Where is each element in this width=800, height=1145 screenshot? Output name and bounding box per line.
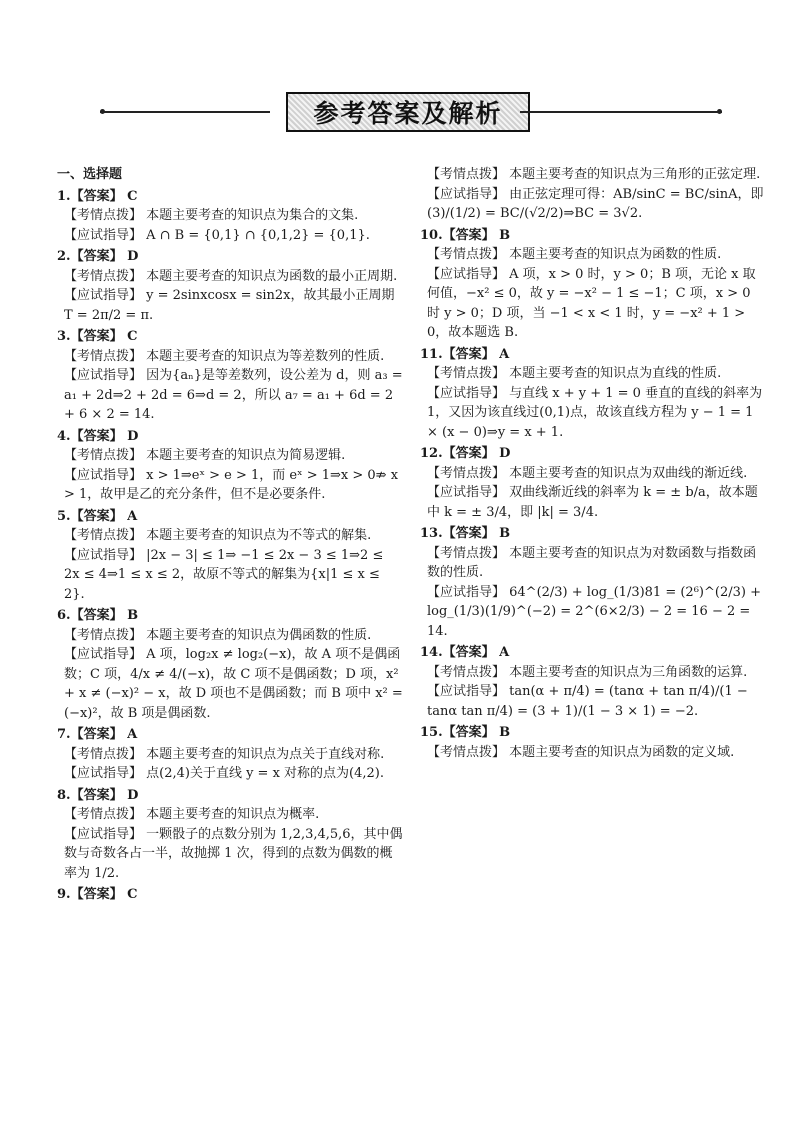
explanation-line: 【应试指导】 因为{aₙ}是等差数列，设公差为 d，则 a₃ = a₁ + 2d⇒2 + 2d = 6⇒d = 2，所以 a₇ = a₁ + 6d = 2 + 6 × 2 = 14. xyxy=(64,368,403,422)
explanation-line: 【应试指导】 64^(2/3) + log_(1/3)81 = (2⁶)^(2/3) + log_(1/3)(1/9)^(−2) = 2^(6×2/3) − 2 = 16 − 2 = 14. xyxy=(427,584,761,639)
question-number: 15. xyxy=(420,725,443,740)
question-item xyxy=(57,786,403,884)
answer-line xyxy=(420,723,765,743)
explanation-line: 【考情点拨】 本题主要考查的知识点为函数的性质. xyxy=(427,247,722,262)
header-dot-right xyxy=(717,109,722,114)
answer-label: 【答案】 B xyxy=(442,526,511,541)
question-number: 3. xyxy=(57,329,71,344)
explanation-line: 【应试指导】 x > 1⇒eˣ > e > 1，而 eˣ > 1⇒x > 0⇏ x > 1，故甲是乙的充分条件，但不是必要条件. xyxy=(64,467,399,502)
explanation-line: 【考情点拨】 本题主要考查的知识点为函数的最小正周期. xyxy=(64,268,398,284)
question-number: 14. xyxy=(420,645,443,660)
explanation-line: 【考情点拨】 本题主要考查的知识点为三角形的正弦定理. xyxy=(427,167,761,182)
explanation-line: 【考情点拨】 本题主要考查的知识点为三角函数的运算. xyxy=(427,664,748,680)
answer-line xyxy=(57,786,403,806)
header-rule-left xyxy=(100,111,270,113)
explanation-line: 【考情点拨】 本题主要考查的知识点为概率. xyxy=(64,807,320,822)
explanation-line: 【考情点拨】 本题主要考查的知识点为双曲线的渐近线. xyxy=(427,465,748,481)
question-item xyxy=(420,643,765,721)
answer-line xyxy=(420,444,765,464)
answer-line xyxy=(57,187,403,207)
explanation-line: 【应试指导】 y = 2sinxcosx = sin2x，故其最小正周期 T = 2π/2 = π. xyxy=(64,288,395,323)
question-item xyxy=(57,187,403,246)
question-item xyxy=(57,327,403,425)
answer-line xyxy=(57,427,403,447)
question-item xyxy=(57,885,403,905)
question-number: 4. xyxy=(57,428,71,444)
explanation-line: 【考情点拨】 本题主要考查的知识点为不等式的解集. xyxy=(64,528,372,543)
answer-label: 【答案】 D xyxy=(442,446,511,461)
question-number: 11. xyxy=(420,346,443,362)
answer-line xyxy=(420,226,765,246)
question-item xyxy=(57,427,403,505)
question-item xyxy=(420,444,765,522)
explanation-line: 【应试指导】 A 项，x > 0 时，y > 0；B 项，无论 x 取何值，−x² ≤ 0，故 y = −x² − 1 ≤ −1；C 项，x > 0 时 y > 0；D 项，当 −1 < x < 1 时，y = −x² + 1 > 0，故本题选 B. xyxy=(427,266,756,340)
question-item xyxy=(57,507,403,605)
explanation-line: 【考情点拨】 本题主要考查的知识点为函数的定义域. xyxy=(427,744,735,760)
question-number: 12. xyxy=(420,446,443,461)
question-number: 1. xyxy=(57,188,71,204)
answer-label: 【答案】 B xyxy=(442,227,511,243)
section-title: 一、选择题 xyxy=(57,167,123,182)
header-rule-right xyxy=(520,111,722,113)
answer-line xyxy=(57,725,403,745)
question-item xyxy=(420,165,765,224)
question-number: 9. xyxy=(57,887,71,902)
question-number: 7. xyxy=(57,727,71,742)
answer-line xyxy=(57,327,403,347)
question-item xyxy=(420,524,765,641)
question-item xyxy=(420,226,765,343)
answer-line xyxy=(57,507,403,527)
explanation-line: 【应试指导】 由正弦定理可得：AB/sinC = BC/sinA，即 (3)/(1/2) = BC/(√2/2)⇒BC = 3√2. xyxy=(427,186,764,221)
explanation-line: 【考情点拨】 本题主要考查的知识点为简易逻辑. xyxy=(64,448,346,463)
answer-line xyxy=(420,643,765,663)
answer-line xyxy=(57,606,403,626)
explanation-line: 【考情点拨】 本题主要考查的知识点为等差数列的性质. xyxy=(64,348,385,364)
question-item xyxy=(420,723,765,762)
question-item xyxy=(57,606,403,723)
page-header xyxy=(0,90,800,140)
explanation-line: 【考情点拨】 本题主要考查的知识点为对数函数与指数函数的性质. xyxy=(427,545,757,580)
explanation-line: 【应试指导】 与直线 x + y + 1 = 0 垂直的直线的斜率为 1，又因为该直线过(0,1)点，故该直线方程为 y − 1 = 1 × (x − 0)⇒y = x + 1. xyxy=(427,385,763,440)
explanation-line: 【考情点拨】 本题主要考查的知识点为偶函数的性质. xyxy=(64,627,372,643)
answer-label: 【答案】 D xyxy=(70,428,139,444)
answer-line xyxy=(420,345,765,365)
explanation-line: 【应试指导】 点(2,4)关于直线 y = x 对称的点为(4,2). xyxy=(64,766,384,781)
answer-label: 【答案】 B xyxy=(442,725,511,740)
left-column xyxy=(57,165,403,907)
question-number: 10. xyxy=(420,227,443,243)
answer-label: 【答案】 D xyxy=(70,249,139,264)
answer-label: 【答案】 A xyxy=(70,508,138,524)
explanation-line: 【考情点拨】 本题主要考查的知识点为直线的性质. xyxy=(427,366,722,381)
question-number: 6. xyxy=(57,608,71,623)
question-number: 2. xyxy=(57,249,71,264)
answer-label: 【答案】 C xyxy=(70,188,138,204)
explanation-line: 【应试指导】 A ∩ B = {0,1} ∩ {0,1,2} = {0,1}. xyxy=(64,227,370,243)
question-item xyxy=(57,247,403,325)
question-item xyxy=(420,345,765,443)
answer-label: 【答案】 A xyxy=(442,346,510,362)
answer-label: 【答案】 A xyxy=(442,645,510,660)
answer-label: 【答案】 D xyxy=(70,787,139,803)
explanation-line: 【应试指导】 双曲线渐近线的斜率为 k = ± b/a，故本题中 k = ± 3/4，即 |k| = 3/4. xyxy=(427,485,758,520)
answer-label: 【答案】 C xyxy=(70,329,138,344)
right-column xyxy=(420,165,765,764)
header-dot-left xyxy=(100,109,105,114)
explanation-line: 【应试指导】 |2x − 3| ≤ 1⇒ −1 ≤ 2x − 3 ≤ 1⇒2 ≤ 2x ≤ 4⇒1 ≤ x ≤ 2，故原不等式的解集为{x|1 ≤ x ≤ 2}. xyxy=(64,547,384,602)
explanation-line: 【应试指导】 一颗骰子的点数分别为 1,2,3,4,5,6，其中偶数与奇数各占一半，故抛掷 1 次，得到的点数为偶数的概率为 1/2. xyxy=(64,826,403,881)
answer-label: 【答案】 A xyxy=(70,727,138,742)
answer-line xyxy=(420,524,765,544)
answer-label: 【答案】 C xyxy=(70,887,138,902)
question-number: 5. xyxy=(57,508,71,524)
explanation-line: 【应试指导】 A 项，log₂x ≠ log₂(−x)，故 A 项不是偶函数；C 项，4/x ≠ 4/(−x)，故 C 项不是偶函数；D 项，x² + x ≠ (−x)² − x，故 D 项也不是偶函数；而 B 项中 x² = (−x)²，故 B 项是偶函数. xyxy=(64,647,403,721)
question-number: 13. xyxy=(420,526,443,541)
explanation-line: 【考情点拨】 本题主要考查的知识点为点关于直线对称. xyxy=(64,746,385,762)
explanation-line: 【应试指导】 tan(α + π/4) = (tanα + tan π/4)/(1 − tanα tan π/4) = (3 + 1)/(1 − 3 × 1) = −2. xyxy=(427,684,748,719)
answer-line xyxy=(57,247,403,267)
question-number: 8. xyxy=(57,787,71,803)
answer-line xyxy=(57,885,403,905)
explanation-line: 【考情点拨】 本题主要考查的知识点为集合的文集. xyxy=(64,208,359,223)
answer-label: 【答案】 B xyxy=(70,608,139,623)
question-item xyxy=(57,725,403,784)
page-title: 参考答案及解析 xyxy=(286,92,530,132)
